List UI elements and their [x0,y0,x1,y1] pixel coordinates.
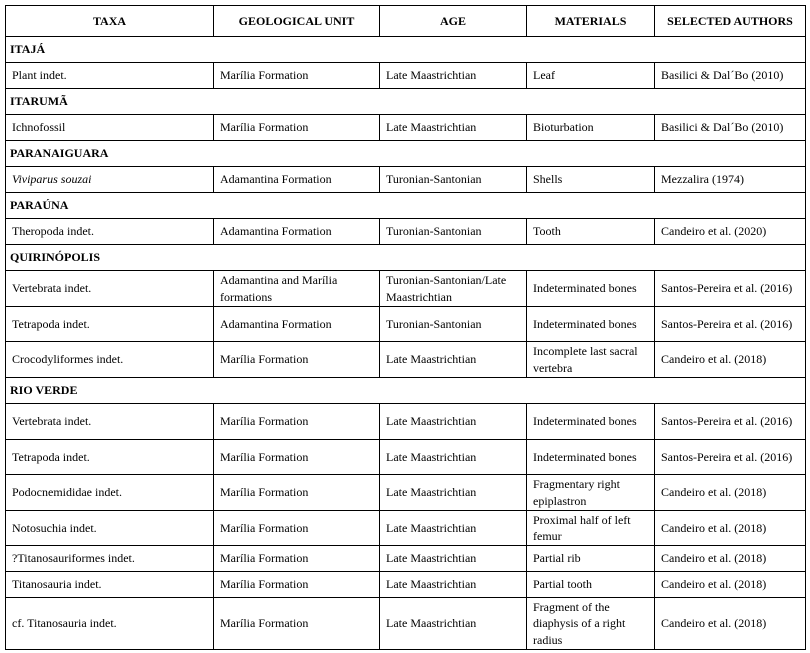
authors-cell: Candeiro et al. (2018) [655,511,806,546]
authors-cell: Basilici & Dal´Bo (2010) [655,63,806,89]
age-cell: Late Maastrichtian [380,475,527,511]
table-row [6,342,806,378]
locality-row [6,378,806,404]
table-header [6,6,806,37]
geological-unit-cell: Adamantina Formation [214,167,380,193]
header-selected-authors: SELECTED AUTHORS [655,6,806,37]
header-taxa: TAXA [6,6,214,37]
age-cell: Late Maastrichtian [380,342,527,378]
authors-cell: Santos-Pereira et al. (2016) [655,440,806,475]
age-cell: Late Maastrichtian [380,404,527,440]
materials-cell: Incomplete last sacral vertebra [527,342,655,378]
geological-unit-cell: Marília Formation [214,475,380,511]
age-cell: Late Maastrichtian [380,598,527,650]
table-row [6,307,806,342]
table-row [6,511,806,546]
age-cell: Late Maastrichtian [380,511,527,546]
taxa-cell: Tetrapoda indet. [6,440,214,475]
age-cell: Late Maastrichtian [380,440,527,475]
materials-cell: Indeterminated bones [527,440,655,475]
age-cell: Late Maastrichtian [380,572,527,598]
authors-cell: Candeiro et al. (2018) [655,598,806,650]
table-row [6,219,806,245]
locality-name: ITARUMÃ [6,89,806,115]
table-row [6,271,806,307]
materials-cell: Indeterminated bones [527,271,655,307]
table-row [6,572,806,598]
taxa-cell: ?Titanosauriformes indet. [6,546,214,572]
taxa-cell: Vertebrata indet. [6,271,214,307]
taxa-cell: Plant indet. [6,63,214,89]
authors-cell: Santos-Pereira et al. (2016) [655,404,806,440]
table-row [6,475,806,511]
materials-cell: Leaf [527,63,655,89]
locality-name: RIO VERDE [6,378,806,404]
age-cell: Turonian-Santonian [380,219,527,245]
locality-row [6,193,806,219]
geological-unit-cell: Marília Formation [214,511,380,546]
authors-cell: Santos-Pereira et al. (2016) [655,271,806,307]
geological-unit-cell: Adamantina and Marília formations [214,271,380,307]
header-geological-unit: GEOLOGICAL UNIT [214,6,380,37]
authors-cell: Candeiro et al. (2020) [655,219,806,245]
taxa-cell: Theropoda indet. [6,219,214,245]
geological-unit-cell: Marília Formation [214,342,380,378]
materials-cell: Partial tooth [527,572,655,598]
geological-unit-cell: Marília Formation [214,404,380,440]
geological-unit-cell: Adamantina Formation [214,307,380,342]
taxa-cell: Crocodyliformes indet. [6,342,214,378]
authors-cell: Candeiro et al. (2018) [655,475,806,511]
taxa-cell: Tetrapoda indet. [6,307,214,342]
age-cell: Turonian-Santonian [380,307,527,342]
geological-unit-cell: Marília Formation [214,598,380,650]
authors-cell: Candeiro et al. (2018) [655,342,806,378]
geological-unit-cell: Marília Formation [214,546,380,572]
taxa-cell: Vertebrata indet. [6,404,214,440]
geological-unit-cell: Adamantina Formation [214,219,380,245]
materials-cell: Fragment of the diaphysis of a right radius [527,598,655,650]
materials-cell: Partial rib [527,546,655,572]
authors-cell: Mezzalira (1974) [655,167,806,193]
locality-name: QUIRINÓPOLIS [6,245,806,271]
materials-cell: Tooth [527,219,655,245]
authors-cell: Candeiro et al. (2018) [655,572,806,598]
age-cell: Late Maastrichtian [380,115,527,141]
taxa-cell: cf. Titanosauria indet. [6,598,214,650]
table-row [6,404,806,440]
header-age: AGE [380,6,527,37]
locality-row [6,141,806,167]
authors-cell: Candeiro et al. (2018) [655,546,806,572]
materials-cell: Fragmentary right epiplastron [527,475,655,511]
locality-row [6,245,806,271]
locality-row [6,89,806,115]
age-cell: Late Maastrichtian [380,546,527,572]
locality-name: PARAÚNA [6,193,806,219]
age-cell: Turonian-Santonian/Late Maastrichtian [380,271,527,307]
table-body [6,37,806,650]
materials-cell: Indeterminated bones [527,307,655,342]
authors-cell: Santos-Pereira et al. (2016) [655,307,806,342]
table-row [6,115,806,141]
taxa-cell: Ichnofossil [6,115,214,141]
table-row [6,167,806,193]
locality-name: PARANAIGUARA [6,141,806,167]
taxa-cell: Notosuchia indet. [6,511,214,546]
locality-name: ITAJÁ [6,37,806,63]
table-row [6,546,806,572]
geological-unit-cell: Marília Formation [214,115,380,141]
table-row [6,598,806,650]
materials-cell: Bioturbation [527,115,655,141]
taxa-cell: Titanosauria indet. [6,572,214,598]
table-row [6,63,806,89]
fossil-occurrence-table [5,5,806,650]
locality-row [6,37,806,63]
geological-unit-cell: Marília Formation [214,440,380,475]
header-row [6,6,806,37]
geological-unit-cell: Marília Formation [214,63,380,89]
age-cell: Late Maastrichtian [380,63,527,89]
materials-cell: Shells [527,167,655,193]
age-cell: Turonian-Santonian [380,167,527,193]
table-row [6,440,806,475]
taxa-cell: Podocnemididae indet. [6,475,214,511]
taxa-cell: Viviparus souzai [6,167,214,193]
materials-cell: Indeterminated bones [527,404,655,440]
geological-unit-cell: Marília Formation [214,572,380,598]
authors-cell: Basilici & Dal´Bo (2010) [655,115,806,141]
materials-cell: Proximal half of left femur [527,511,655,546]
header-materials: MATERIALS [527,6,655,37]
